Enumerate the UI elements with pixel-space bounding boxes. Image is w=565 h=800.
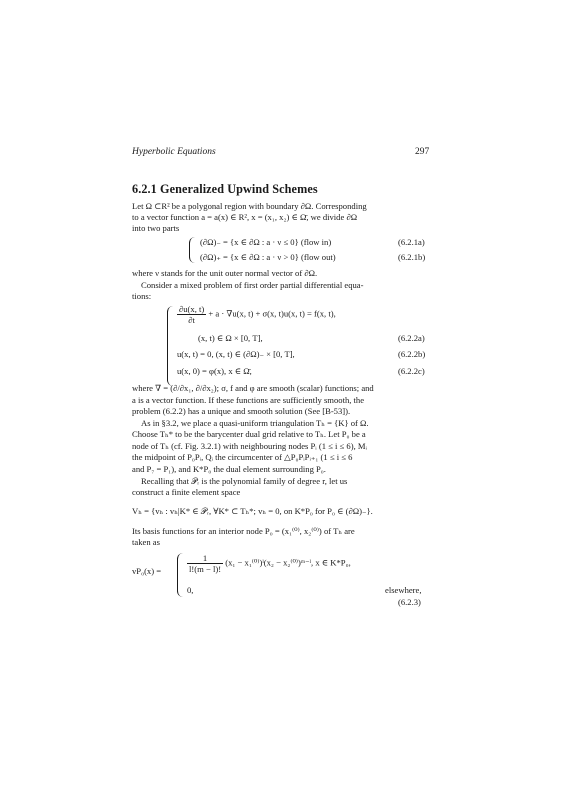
equation-brace xyxy=(167,306,174,386)
finite-element-space-definition: Vₕ = {vₕ : vₕ|K* ∈ 𝒫ᵣ, ∀K* ⊂ Tₕ*; vₕ = 0, on K*P₀ for P₀ ∈ (∂Ω)₋}. xyxy=(132,506,373,516)
para5-line1: As in §3.2, we place a quasi-uniform triangulation Tₕ = {K} of Ω. xyxy=(141,418,369,428)
para1-line3: into two parts xyxy=(132,223,180,233)
fraction-denominator: l!(m − l)! xyxy=(189,564,222,574)
para5-line5: and P₇ = P₁), and K*P₀ the dual element surrounding P₀. xyxy=(132,464,326,474)
eq-6-2-2c: u(x, 0) = φ(x), x ∈ Ω̄, xyxy=(177,366,252,376)
para3-line1: Consider a mixed problem of first order partial differential equa- xyxy=(141,280,364,290)
time-derivative-fraction xyxy=(177,304,206,325)
para4-line1: where ∇ = (∂/∂x₁, ∂/∂x₂); σ, f and φ are smooth (scalar) functions; and xyxy=(132,383,374,393)
para4-line2: a is a vector function. If these functions are sufficiently smooth, the xyxy=(132,395,365,405)
eq-number-6-2-1a: (6.2.1a) xyxy=(398,237,425,247)
eq-number-6-2-3: (6.2.3) xyxy=(398,597,421,607)
running-header-title: Hyperbolic Equations xyxy=(132,147,216,157)
eq-6-2-1a: (∂Ω)₋ = {x ∈ ∂Ω : a · ν ≤ 0} (flow in) xyxy=(200,237,332,247)
basis-function-case1-rest: (x₁ − x₁⁽⁰⁾)ˡ(x₂ − x₂⁽⁰⁾)ᵐ⁻ˡ, x ∈ K*P₀, xyxy=(225,557,351,568)
para1-line2: to a vector function a = a(x) ∈ R², x = (x₁, x₂) ∈ Ω̄, we divide ∂Ω xyxy=(132,212,358,222)
para6-line2: construct a finite element space xyxy=(132,487,241,497)
eq-number-6-2-2a: (6.2.2a) xyxy=(398,333,425,343)
basis-function-case2-condition: elsewhere, xyxy=(385,585,422,595)
basis-function-case2-value: 0, xyxy=(187,585,194,595)
eq-number-6-2-1b: (6.2.1b) xyxy=(398,252,426,262)
equation-brace xyxy=(177,553,184,597)
basis-function-case1 xyxy=(187,553,351,574)
eq-6-2-2a-line1 xyxy=(177,304,336,325)
para5-line3: node of Tₕ (cf. Fig. 3.2.1) with neighbouring nodes Pᵢ (1 ≤ i ≤ 6), Mᵢ xyxy=(132,441,367,451)
para3-line2: tions: xyxy=(132,291,152,301)
eq-6-2-1b: (∂Ω)₊ = {x ∈ ∂Ω : a · ν > 0} (flow out) xyxy=(200,252,336,262)
fraction-denominator: ∂t xyxy=(188,315,195,325)
para7-line2: taken as xyxy=(132,537,160,547)
para5-line2: Choose Tₕ* to be the barycenter dual grid relative to Tₕ. Let P₀ be a xyxy=(132,429,366,439)
page-number: 297 xyxy=(415,147,430,157)
eq-6-2-2b: u(x, t) = 0, (x, t) ∈ (∂Ω)₋ × [0, T], xyxy=(177,349,295,359)
fraction-numerator: 1 xyxy=(187,553,223,564)
equation-brace xyxy=(189,237,196,263)
eq-6-2-2a-rest: + a · ∇u(x, t) + σ(x, t)u(x, t) = f(x, t), xyxy=(208,308,336,319)
para1-line1: Let Ω ⊂R² be a polygonal region with boundary ∂Ω. Corresponding xyxy=(132,201,367,211)
eq-number-6-2-2c: (6.2.2c) xyxy=(398,366,425,376)
para4-line3: problem (6.2.2) has a unique and smooth solution (See [B-53]). xyxy=(132,406,351,416)
eq-number-6-2-2b: (6.2.2b) xyxy=(398,349,426,359)
eq-6-2-2a-domain: (x, t) ∈ Ω × [0, T], xyxy=(198,333,263,343)
para6-line1: Recalling that 𝒫ᵣ is the polynomial family of degree r, let us xyxy=(141,476,348,486)
fraction-numerator: ∂u(x, t) xyxy=(179,304,205,314)
section-heading: 6.2.1 Generalized Upwind Schemes xyxy=(132,182,318,196)
basis-function-lhs: vP₀(x) = xyxy=(132,566,162,576)
para7-line1: Its basis functions for an interior node P₀ = (x₁⁽⁰⁾, x₂⁽⁰⁾) of Tₕ are xyxy=(132,526,355,536)
para5-line4: the midpoint of P₀Pᵢ, Qᵢ the circumcenter of △P₀PᵢPᵢ₊₁ (1 ≤ i ≤ 6 xyxy=(132,452,353,462)
para2: where ν stands for the unit outer normal vector of ∂Ω. xyxy=(132,268,318,278)
factorial-fraction xyxy=(187,553,223,574)
